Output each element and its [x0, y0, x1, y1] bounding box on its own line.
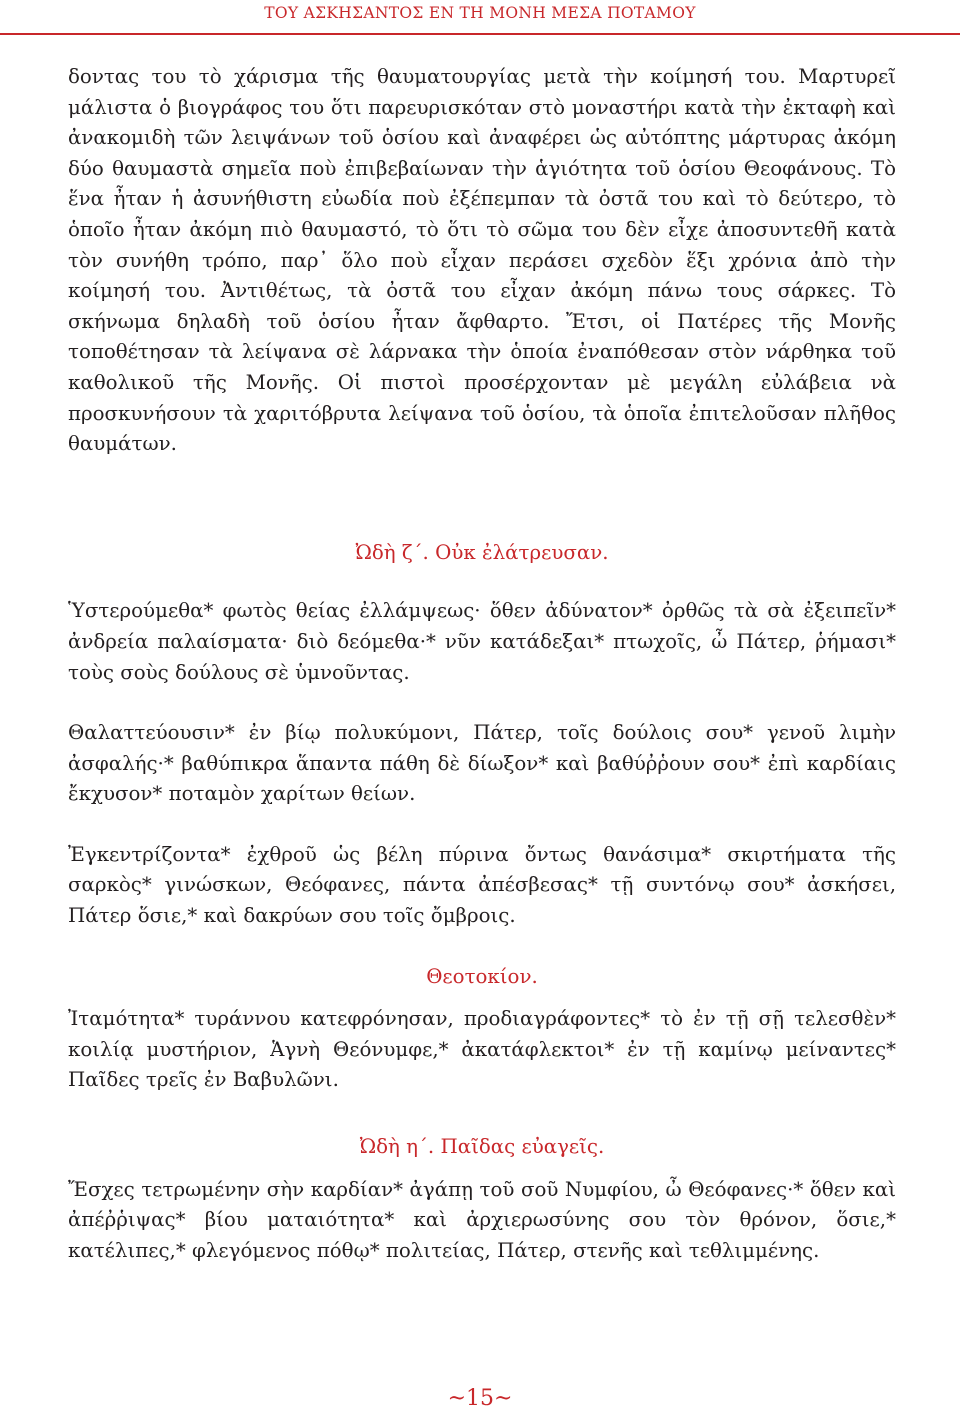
ode-7-troparion-2: Θαλαττεύουσιν* ἐν βίῳ πολυκύμονι, Πάτερ, τοῖς δούλοις σου* γενοῦ λιμὴν ἀσφαλής·* βαθύπικρα ἅπαντα πάθη δὲ δίωξον* καὶ βαθύῤῥουν σου* ἐπὶ καρδίαις ἔκχυσον* ποταμὸν χαρίτων θείων.: [68, 721, 896, 806]
ode-7-troparion-1: Ὑστερούμεθα* φωτὸς θείας ἐλλάμψεως· ὅθεν ἀδύνατον* ὀρθῶς τὰ σὰ ἐξειπεῖν* ἀνδρεία παλαίσματα· διὸ δεόμεθα·* νῦν κατάδεξαι* πτωχοῖς, ὦ Πάτερ, ῥήμασι* τοὺς σοὺς δούλους σὲ ὑμνοῦντας.: [68, 599, 896, 684]
running-header: [0, 0, 960, 38]
theotokion-title: Θεοτοκίον.: [426, 964, 538, 988]
ode-8-troparion-1: Ἔσχες τετρωμένην σὴν καρδίαν* ἀγάπῃ τοῦ σοῦ Νυμφίου, ὦ Θεόφανες·* ὅθεν καὶ ἀπέῤῥιψας* βίου ματαιότητα* καὶ ἀρχιερωσύνης σου τὸν θρόνον, ὅσιε,* κατέλιπες,* φλεγόμενος πόθῳ* πολιτείας, Πάτερ, στενῆς καὶ τεθλιμμένης.: [68, 1177, 896, 1262]
page-number: ~15~: [447, 1386, 513, 1411]
narrative-paragraph: δοντας του τὸ χάρισμα τῆς θαυματουργίας μετὰ τὴν κοίμησή του. Μαρτυρεῖ μάλιστα ὁ βιογράφος του ὅτι παρευρισκόταν στὸ μοναστήρι κατὰ τὴν ἐκταφὴ καὶ ἀνακομιδὴ τῶν λειψάνων τοῦ ὁσίου καὶ ἀναφέρει ὡς αὐτόπτης μάρτυρας ἀκόμη δύο θαυμαστὰ σημεῖα ποὺ ἐπιβεβαίωναν τὴν ἁγιότητα τοῦ ὁσίου Θεοφάνους. Τὸ ἕνα ἦταν ἡ ἀσυνήθιστη εὐωδία ποὺ ἐξέπεμπαν τὰ ὀστᾶ του καὶ τὸ δεύτερο, τὸ ὁποῖο ἦταν ἀκόμη πιὸ θαυμαστό, τὸ ὅτι τὸ σῶμα του δὲν εἶχε ἀποσυντεθῆ κατὰ τὸν συνήθη τρόπο, παρ᾽ ὅλο ποὺ εἶχαν περάσει σχεδὸν ἕξι χρόνια ἀπὸ τὴν κοίμησή του. Ἀντιθέτως, τὰ ὀστᾶ του εἶχαν ἀκόμη πάνω τους σάρκες. Τὸ σκήνωμα δηλαδὴ τοῦ ὁσίου ἦταν ἄφθαρτο. Ἔτσι, οἱ Πατέρες τῆς Μονῆς τοποθέτησαν τὰ λείψανα σὲ λάρνακα τὴν ὁποία ἐναπόθεσαν στὸν νάρθηκα τοῦ καθολικοῦ τῆς Μονῆς. Οἱ πιστοὶ προσέρχονταν μὲ μεγάλη εὐλάβεια νὰ προσκυνήσουν τὰ χαριτόβρυτα λείψανα τοῦ ὁσίου, τὰ ὁποῖα ἐπιτελοῦσαν πλῆθος θαυμάτων.: [68, 65, 896, 456]
theotokion-text: Ἰταμότητα* τυράννου κατεφρόνησαν, προδιαγράφοντες* τὸ ἐν τῇ σῇ τελεσθὲν* κοιλίᾳ μυστήριον, Ἁγνὴ Θεόνυμφε,* ἀκατάφλεκτοι* ἐν τῇ καμίνῳ μείναντες* Παῖδες τρεῖς ἐν Βαβυλῶνι.: [68, 1007, 896, 1092]
running-header-title: ΤΟΥ ΑΣΚΗΣΑΝΤΟΣ ΕΝ ΤΗ ΜΟΝΗ ΜΕΣΑ ΠΟΤΑΜΟΥ: [264, 4, 696, 22]
ode-8-title: Ὠδὴ η΄. Παῖδας εὐαγεῖς.: [359, 1135, 605, 1159]
ode-7-title: Ὠδὴ ζ΄. Οὐκ ἐλάτρευσαν.: [355, 540, 609, 564]
page-body: [68, 62, 896, 1266]
ode-7-troparion-3: Ἐγκεντρίζοντα* ἐχθροῦ ὡς βέλη πύρινα ὄντως θανάσιμα* σκιρτήματα τῆς σαρκὸς* γινώσκων, Θεόφανες, πάντα ἀπέσβεσας* τῇ συντόνῳ σου* ἀσκήσει, Πάτερ ὅσιε,* καὶ δακρύων σου τοῖς ὄμβροις.: [68, 842, 896, 928]
header-rule: [0, 33, 960, 35]
